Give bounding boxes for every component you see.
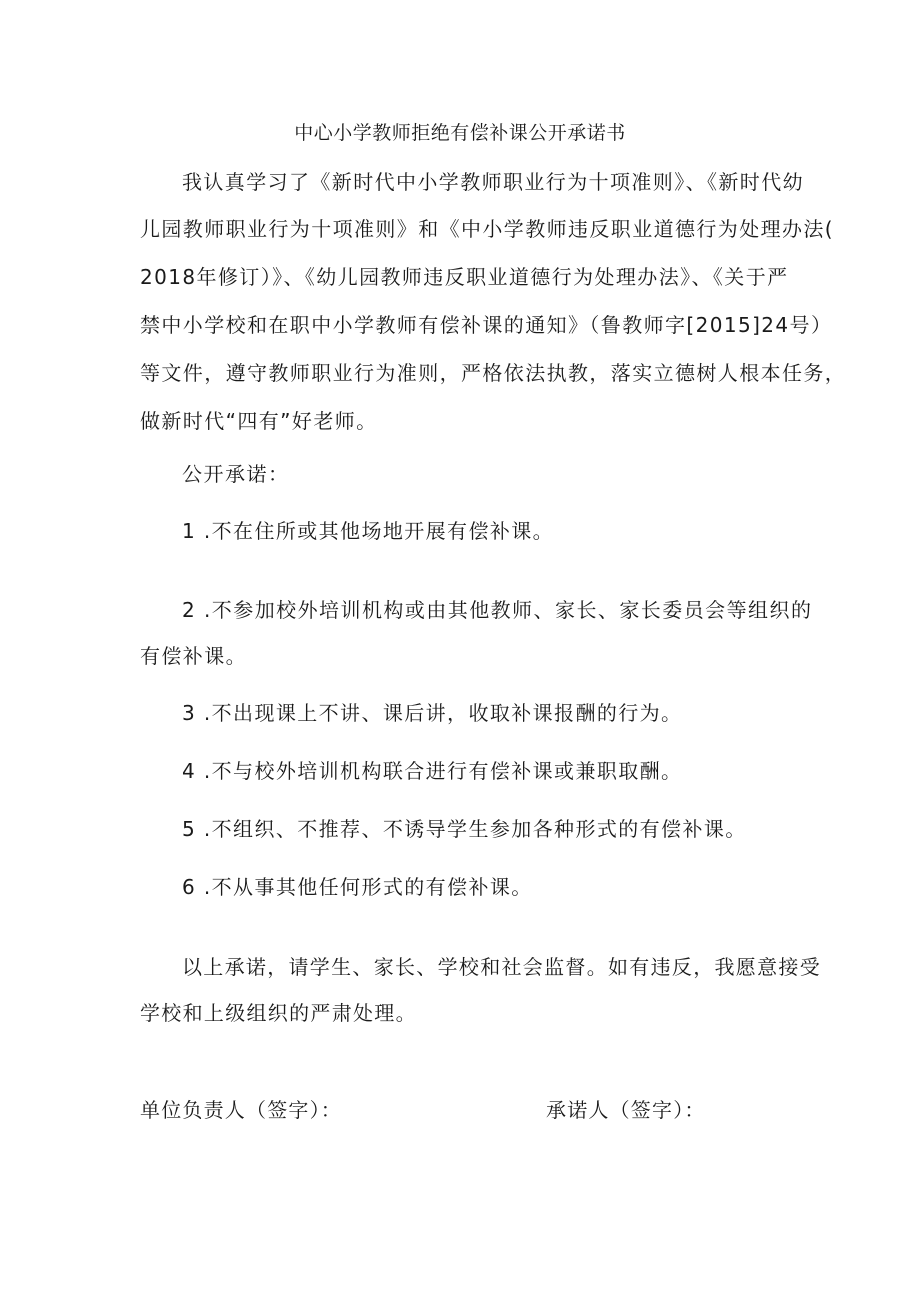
commitment-item-6: 6 .不从事其他任何形式的有偿补课。	[182, 875, 533, 899]
intro-line: 儿园教师职业行为十项准则》和《中小学教师违反职业道德行为处理办法(	[140, 217, 835, 241]
commitment-item-4: 4 .不与校外培训机构联合进行有偿补课或兼职取酬。	[182, 759, 683, 783]
commitment-item-1: 1 .不在住所或其他场地开展有偿补课。	[182, 519, 555, 543]
commitment-item-5: 5 .不组织、不推荐、不诱导学生参加各种形式的有偿补课。	[182, 817, 747, 841]
intro-line: 我认真学习了《新时代中小学教师职业行为十项准则》、《新时代幼	[182, 170, 804, 194]
intro-line: 2018年修订）》、《幼儿园教师违反职业道德行为处理办法》、《关于严	[140, 265, 789, 289]
commitment-item-2-continued: 有偿补课。	[140, 644, 247, 668]
unit-head-signature-label: 单位负责人（签字）：	[140, 1098, 342, 1122]
document-title: 中心小学教师拒绝有偿补课公开承诺书	[294, 122, 626, 144]
intro-line: 等文件，遵守教师职业行为准则，严格依法执教，落实立德树人根本任务，	[140, 361, 847, 385]
closing-line: 以上承诺，请学生、家长、学校和社会监督。如有违反，我愿意接受	[182, 955, 821, 979]
intro-line: 做新时代“四有”好老师。	[140, 409, 378, 433]
commitment-item-3: 3 .不出现课上不讲、课后讲，收取补课报酬的行为。	[182, 701, 683, 725]
closing-line: 学校和上级组织的严肃处理。	[140, 1001, 417, 1025]
intro-line: 禁中小学校和在职中小学教师有偿补课的通知》（鲁教师字[2015]24号）	[140, 313, 833, 337]
promisor-signature-label: 承诺人（签字）：	[546, 1098, 706, 1122]
commitment-item-2: 2 .不参加校外培训机构或由其他教师、家长、家长委员会等组织的	[182, 598, 813, 622]
commitment-heading: 公开承诺：	[182, 462, 290, 486]
